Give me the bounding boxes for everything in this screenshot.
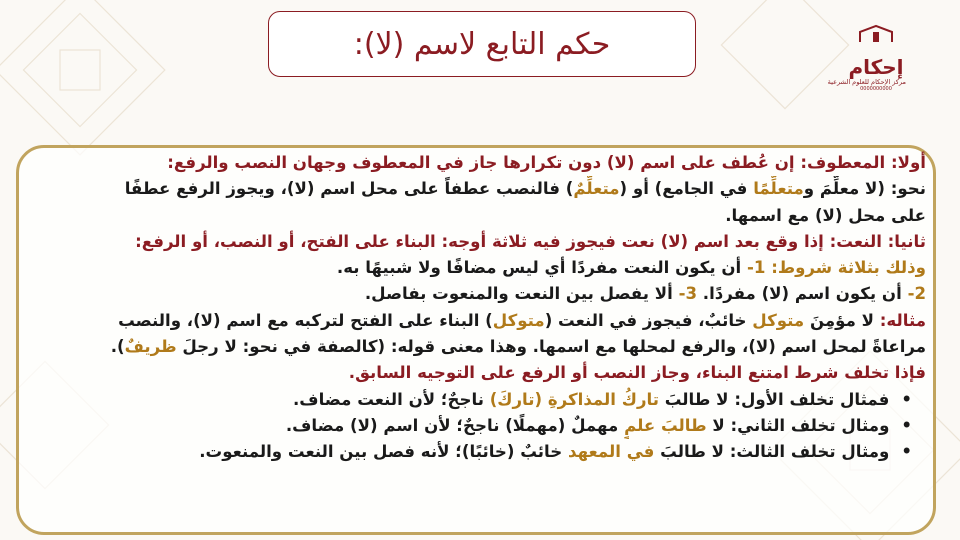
text-segment: 2- <box>907 284 926 304</box>
text-segment: أن يكون اسم (لا) مفردًا. <box>697 284 908 304</box>
text-line <box>26 255 926 281</box>
bullet-line <box>26 413 926 439</box>
text-line <box>26 334 926 360</box>
text-line <box>26 229 926 255</box>
text-segment: 1- <box>746 258 766 278</box>
text-line <box>26 203 926 229</box>
text-line <box>26 308 926 334</box>
bullet-line <box>26 439 926 465</box>
text-line <box>26 281 926 307</box>
logo <box>827 24 906 94</box>
text-line <box>26 360 926 386</box>
text-segment: طالبَ علمٍ <box>624 415 707 435</box>
page-title: حكم التابع لاسم (لا): <box>353 26 611 62</box>
text-segment: متوكل <box>492 310 545 330</box>
text-segment: فإذا تخلف شرط امتنع البناء، وجاز النصب أو الرفع على التوجيه السابق. <box>348 363 926 383</box>
text-segment: أن يكون النعت مفردًا أي ليس مضافًا ولا شبيهًا به. <box>336 258 747 278</box>
text-segment: مثاله: <box>874 310 926 330</box>
text-segment: ). <box>110 337 125 357</box>
bullet-line <box>26 387 926 413</box>
text-segment: ) فالنصب عطفاً على محل اسم (لا)، ويجوز الرفع عطفًا <box>124 179 574 199</box>
text-segment: ومثال تخلف الثاني: لا <box>706 415 890 435</box>
text-segment: نحو: (لا معلِّمَ و <box>803 179 926 199</box>
title-box <box>268 11 696 77</box>
text-segment: ) البناء على الفتح لتركبه مع اسم (لا)، والنصب <box>118 310 493 330</box>
text-line <box>26 176 926 202</box>
text-segment: في المعهد <box>568 442 655 462</box>
text-segment: خائبٌ، فيجوز في النعت ( <box>544 310 753 330</box>
logo-name: إحكام <box>848 55 904 79</box>
text-segment: أولا: المعطوف: إن عُطف على اسم (لا) دون تكرارها جاز في المعطوف وجهان النصب والرفع: <box>167 153 926 172</box>
text-segment: ثانيا: النعت: إذا وقع بعد اسم (لا) نعت فيجوز فيه ثلاثة أوجه: البناء على الفتح، أو النصب، أو الرفع: <box>135 231 926 251</box>
text-segment: لا مؤمِنَ <box>804 310 874 330</box>
text-segment: وذلك بثلاثة شروط: <box>765 258 926 278</box>
text-segment: تاركُ المذاكرةِ (تاركَ) <box>489 389 659 409</box>
text-segment: فمثال تخلف الأول: لا طالبَ <box>658 389 890 409</box>
logo-arch-icon <box>856 24 896 42</box>
text-segment: ألا يفصل بين النعت والمنعوت بفاصل. <box>364 284 679 304</box>
content-text <box>26 150 926 466</box>
text-segment: متعلِّمًا <box>753 179 804 199</box>
text-segment: ظريفٌ <box>124 337 177 357</box>
text-segment: 3- <box>678 284 697 304</box>
text-line <box>26 150 926 176</box>
text-segment: ومثال تخلف الثالث: لا طالبَ <box>654 442 890 462</box>
text-segment: ناجحٌ؛ لأن النعت مضاف. <box>293 389 490 409</box>
text-segment: مراعاةً لمحل اسم (لا)، والرفع لمحلها مع اسمها. وهذا معنى قوله: (كالصفة في نحو: لا رجلَ <box>176 337 926 357</box>
text-segment: خائبٌ (خائبًا)؛ لأنه فصل بين النعت والمنعوت. <box>199 442 569 462</box>
logo-subtitle: مركز الإحكام للعلوم الشرعية <box>827 78 906 86</box>
text-segment: متعلِّمٌ <box>573 179 620 199</box>
logo-small-text: 0000000000 <box>860 86 892 92</box>
text-segment: مهملٌ (مهملًا) ناجحٌ؛ لأن اسم (لا) مضاف. <box>285 415 625 435</box>
text-segment: على محل (لا) مع اسمها. <box>725 205 926 225</box>
text-segment: متوكل <box>752 310 805 330</box>
text-segment: في الجامع) أو ( <box>619 179 754 199</box>
